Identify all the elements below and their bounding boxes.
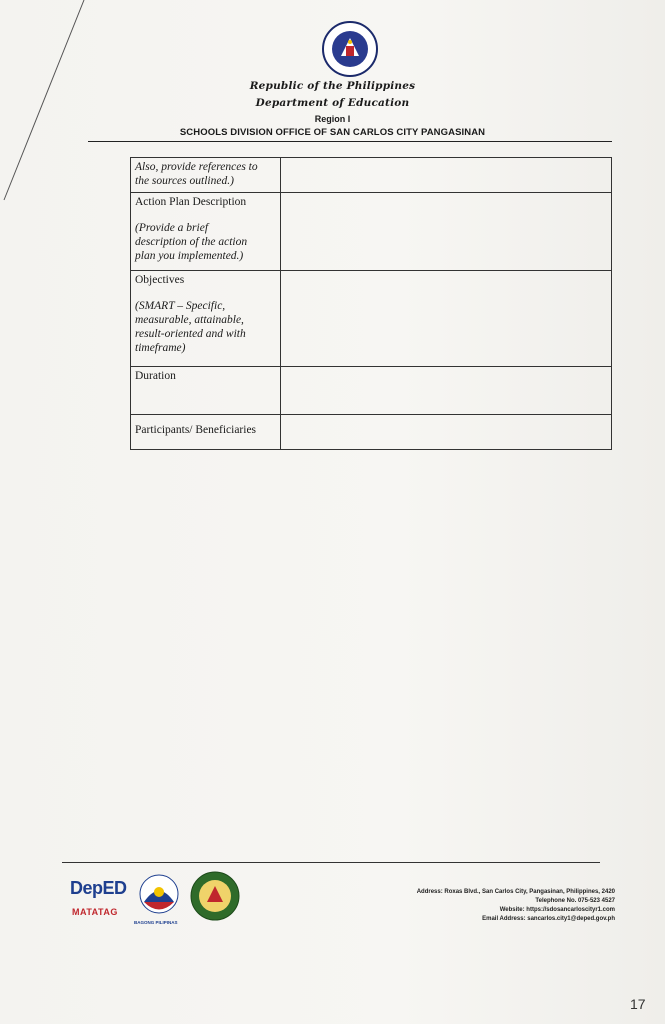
references-label [131, 158, 281, 193]
objectives-note-line: (SMART – Specific, [135, 300, 226, 312]
action-plan-note-line: (Provide a brief [135, 222, 209, 234]
page-number: 17 [630, 996, 646, 1012]
action-plan-title: Action Plan Description [135, 196, 247, 208]
form-row-participants [131, 415, 612, 450]
action-plan-label [131, 193, 281, 271]
matatag-logo-text: MATATAG [72, 907, 118, 917]
action-plan-answer-cell[interactable] [281, 193, 612, 271]
references-note-line: the sources outlined.) [135, 175, 234, 187]
participants-label: Participants/ Beneficiaries [131, 415, 281, 450]
participants-answer-cell[interactable] [281, 415, 612, 450]
website-link[interactable]: Website: https://sdosancarloscityr1.com [499, 907, 615, 913]
references-answer-cell[interactable] [281, 158, 612, 193]
telephone-text: Telephone No. 075-523 4527 [535, 898, 615, 904]
form-row-objectives [131, 271, 612, 367]
email-link[interactable]: Email Address: sancarlos.city1@deped.gov.ph [482, 916, 615, 922]
objectives-note-line: measurable, attainable, [135, 314, 244, 326]
objectives-label [131, 271, 281, 367]
address-text: Address: Roxas Blvd., San Carlos City, Pangasinan, Philippines, 2420 [416, 889, 615, 895]
division-heading: SCHOOLS DIVISION OFFICE OF SAN CARLOS CITY PANGASINAN [179, 127, 486, 138]
form-row-action-plan [131, 193, 612, 271]
action-plan-form [130, 157, 612, 450]
objectives-title: Objectives [135, 274, 185, 286]
action-plan-note-line: plan you implemented.) [135, 250, 244, 262]
department-heading: Department of Education [255, 97, 410, 109]
form-row-references [131, 158, 612, 193]
region-heading: Region I [314, 114, 351, 124]
objectives-note-line: result-oriented and with [135, 328, 246, 340]
footer-divider [62, 862, 600, 863]
references-note-line: Also, provide references to [135, 161, 258, 173]
objectives-answer-cell[interactable] [281, 271, 612, 367]
bagong-pilipinas-text: BAGONG PILIPINAS [134, 920, 178, 925]
duration-answer-cell[interactable] [281, 367, 612, 415]
header-divider [88, 141, 612, 142]
objectives-note-line: timeframe) [135, 342, 186, 354]
republic-heading: Republic of the Philippines [249, 80, 416, 92]
duration-label: Duration [131, 367, 281, 415]
form-row-duration [131, 367, 612, 415]
contact-info [417, 888, 615, 924]
action-plan-note-line: description of the action [135, 236, 248, 248]
deped-seal-icon [321, 20, 379, 78]
deped-logo: DepED [70, 878, 127, 898]
sdo-seal-icon [190, 870, 240, 922]
